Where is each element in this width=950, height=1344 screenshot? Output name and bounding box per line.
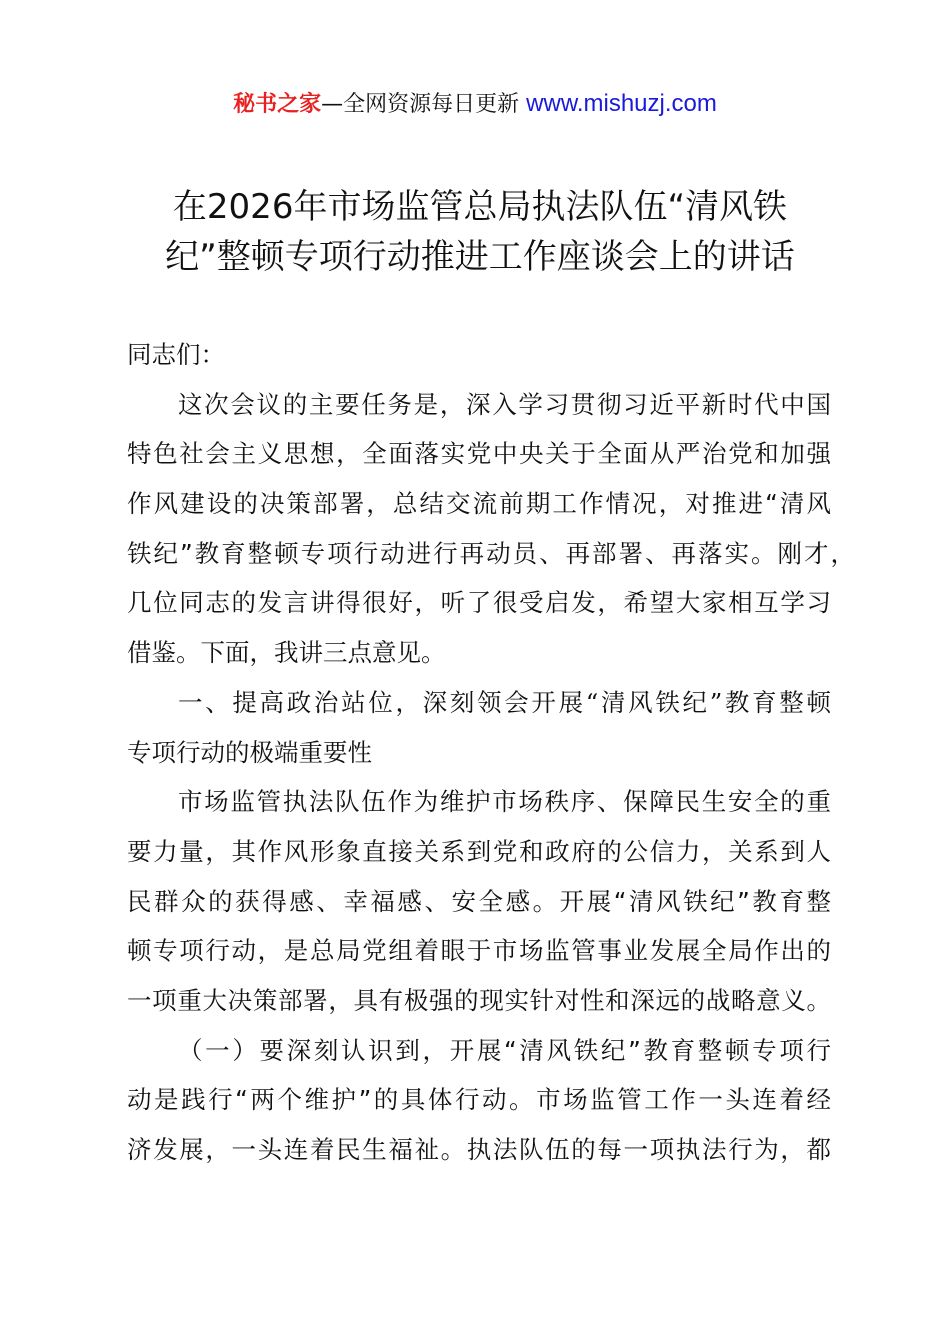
text-line: 作风建设的决策部署，总结交流前期工作情况，对推进“清风 bbox=[127, 489, 831, 519]
text-line: 特色社会主义思想，全面落实党中央关于全面从严治党和加强 bbox=[127, 439, 831, 469]
section-heading-line: 一、提高政治站位，深刻领会开展“清风铁纪”教育整顿 bbox=[178, 687, 831, 717]
title-line-2: 纪”整顿专项行动推进工作座谈会上的讲话 bbox=[165, 237, 795, 277]
text-line: 要力量，其作风形象直接关系到党和政府的公信力，关系到人 bbox=[127, 836, 831, 866]
text-line: 顿专项行动，是总局党组着眼于市场监管事业发展全局作出的 bbox=[127, 936, 831, 966]
text-line: 一项重大决策部署，具有极强的现实针对性和深远的战略意义。 bbox=[127, 985, 831, 1015]
text-line: （一）要深刻认识到，开展“清风铁纪”教育整顿专项行 bbox=[178, 1035, 831, 1065]
document-title bbox=[140, 182, 820, 282]
site-header bbox=[0, 88, 950, 121]
text-line: 民群众的获得感、幸福感、安全感。开展“清风铁纪”教育整 bbox=[127, 886, 831, 916]
title-line-1: 在2026年市场监管总局执法队伍“清风铁 bbox=[172, 187, 788, 227]
site-url-link[interactable]: www.mishuzj.com bbox=[526, 90, 717, 117]
site-brand: 秘书之家 bbox=[233, 92, 322, 117]
section-heading-line: 专项行动的极端重要性 bbox=[127, 737, 372, 767]
document-body bbox=[127, 330, 855, 1175]
text-line: 借鉴。下面，我讲三点意见。 bbox=[127, 638, 446, 668]
site-slogan: —全网资源每日更新 bbox=[321, 92, 520, 117]
salutation: 同志们： bbox=[127, 340, 225, 369]
text-line: 动是践行“两个维护”的具体行动。市场监管工作一头连着经 bbox=[127, 1085, 831, 1115]
text-line: 济发展，一头连着民生福祉。执法队伍的每一项执法行为，都 bbox=[127, 1135, 831, 1164]
text-line: 这次会议的主要任务是，深入学习贯彻习近平新时代中国 bbox=[178, 389, 831, 419]
text-line: 铁纪”教育整顿专项行动进行再动员、再部署、再落实。刚才， bbox=[127, 538, 855, 568]
text-line: 市场监管执法队伍作为维护市场秩序、保障民生安全的重 bbox=[178, 787, 831, 817]
text-line: 几位同志的发言讲得很好，听了很受启发，希望大家相互学习 bbox=[127, 588, 831, 618]
